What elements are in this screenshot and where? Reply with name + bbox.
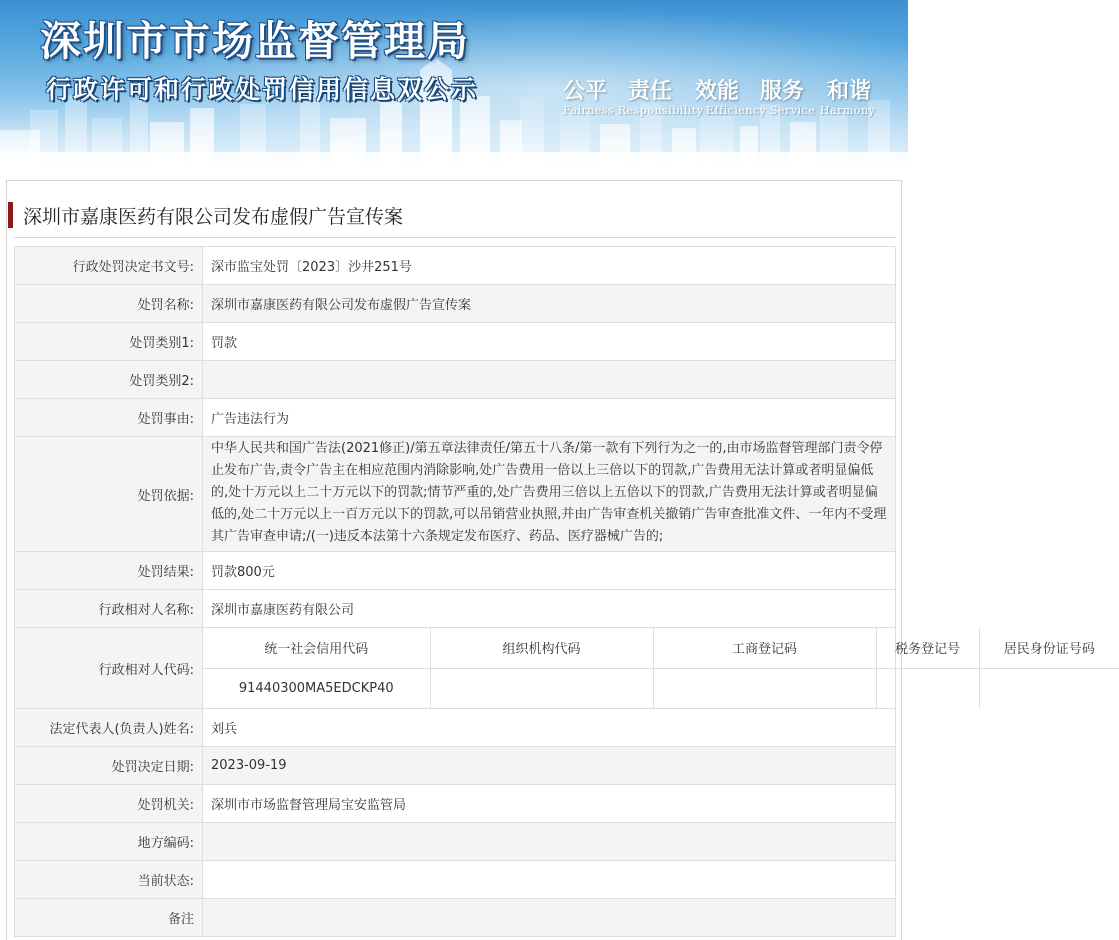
codes-header-credit-code: 统一社会信用代码: [203, 628, 430, 668]
label-party-codes: 行政相对人代码:: [15, 628, 203, 709]
row-basis: [15, 437, 896, 552]
codes-value-row: [203, 668, 1119, 708]
label-status: 当前状态:: [15, 861, 203, 899]
label-decision-date: 处罚决定日期:: [15, 747, 203, 785]
row-authority: [15, 785, 896, 823]
row-party-codes: [15, 628, 896, 709]
row-category2: [15, 361, 896, 399]
label-authority: 处罚机关:: [15, 785, 203, 823]
party-codes-table: [203, 628, 1119, 708]
page-title-block: [8, 202, 403, 228]
value-decision-no: 深市监宝处罚〔2023〕沙井251号: [203, 247, 896, 285]
motto-efficiency-en: Efficiency: [706, 104, 767, 117]
value-reason: 广告违法行为: [203, 399, 896, 437]
label-remarks: 备注: [15, 899, 203, 937]
row-legal-rep: [15, 709, 896, 747]
motto-responsibility: 责任: [628, 79, 673, 104]
motto-fairness-en: Fairness: [563, 104, 615, 117]
row-remarks: [15, 899, 896, 937]
codes-header-business-reg: 工商登记码: [653, 628, 876, 668]
codes-header-tax-reg: 税务登记号: [876, 628, 979, 668]
penalty-record-table: [14, 246, 1095, 937]
value-party-name: 深圳市嘉康医药有限公司: [203, 590, 896, 628]
row-decision-no: [15, 247, 896, 285]
label-category1: 处罚类别1:: [15, 323, 203, 361]
row-case-name: [15, 285, 896, 323]
codes-value-id-number: [979, 668, 1119, 708]
value-basis: 中华人民共和国广告法(2021修正)/第五章法律责任/第五十八条/第一款有下列行为之一的,由市场监督管理部门责令停止发布广告,责令广告主在相应范围内消除影响,处广告费用一倍以上三倍以下的罚款,广告费用无法计算或者明显偏低的,处十万元以上二十万元以下的罚款;情节严重的,处广告费用三倍以上五倍以下的罚款,广告费用无法计算或者明显偏低的,处二十万元以上一百万元以下的罚款,可以吊销营业执照,并由广告审查机关撤销广告审查批准文件、一年内不受理其广告审查申请;/(一)违反本法第十六条规定发布医疗、药品、医疗器械广告的;: [203, 437, 896, 552]
value-status: [203, 861, 896, 899]
value-authority: 深圳市市场监督管理局宝安监管局: [203, 785, 896, 823]
party-codes-cell: [203, 628, 1095, 709]
codes-value-tax-reg: [876, 668, 979, 708]
motto-harmony-en: Harmony: [820, 104, 876, 117]
row-status: [15, 861, 896, 899]
value-result: 罚款800元: [203, 552, 896, 590]
banner-subtitle: 行政许可和行政处罚信用信息双公示: [46, 75, 479, 104]
title-accent-bar: [8, 202, 13, 228]
motto-efficiency: 效能: [695, 79, 740, 104]
row-party-name: [15, 590, 896, 628]
row-reason: [15, 399, 896, 437]
motto-service-en: Service: [770, 104, 816, 117]
row-category1: [15, 323, 896, 361]
value-category2: [203, 361, 896, 399]
motto-harmony: 和谐: [827, 79, 872, 104]
label-region-code: 地方编码:: [15, 823, 203, 861]
motto-fairness: 公平: [563, 79, 608, 104]
value-category1: 罚款: [203, 323, 896, 361]
codes-header-id-number: 居民身份证号码: [979, 628, 1119, 668]
codes-value-credit-code: 91440300MA5EDCKP40: [203, 668, 430, 708]
motto-service: 服务: [760, 79, 805, 104]
row-decision-date: [15, 747, 896, 785]
banner-title: 深圳市市场监督管理局: [40, 17, 470, 65]
row-region-code: [15, 823, 896, 861]
label-legal-rep: 法定代表人(负责人)姓名:: [15, 709, 203, 747]
row-result: [15, 552, 896, 590]
codes-value-org-code: [430, 668, 653, 708]
label-result: 处罚结果:: [15, 552, 203, 590]
value-remarks: [203, 899, 896, 937]
page-title: 深圳市嘉康医药有限公司发布虚假广告宣传案: [23, 205, 404, 228]
label-decision-no: 行政处罚决定书文号:: [15, 247, 203, 285]
codes-value-business-reg: [653, 668, 876, 708]
label-reason: 处罚事由:: [15, 399, 203, 437]
codes-header-row: [203, 628, 1119, 668]
label-party-name: 行政相对人名称:: [15, 590, 203, 628]
motto-responsibility-en: Responsibility: [618, 104, 704, 117]
label-basis: 处罚依据:: [15, 437, 203, 552]
value-case-name: 深圳市嘉康医药有限公司发布虚假广告宣传案: [203, 285, 896, 323]
label-category2: 处罚类别2:: [15, 361, 203, 399]
value-region-code: [203, 823, 896, 861]
title-divider: [14, 237, 896, 238]
codes-header-org-code: 组织机构代码: [430, 628, 653, 668]
value-decision-date: 2023-09-19: [203, 747, 896, 785]
value-legal-rep: 刘兵: [203, 709, 896, 747]
header-banner: [0, 0, 908, 166]
label-case-name: 处罚名称:: [15, 285, 203, 323]
